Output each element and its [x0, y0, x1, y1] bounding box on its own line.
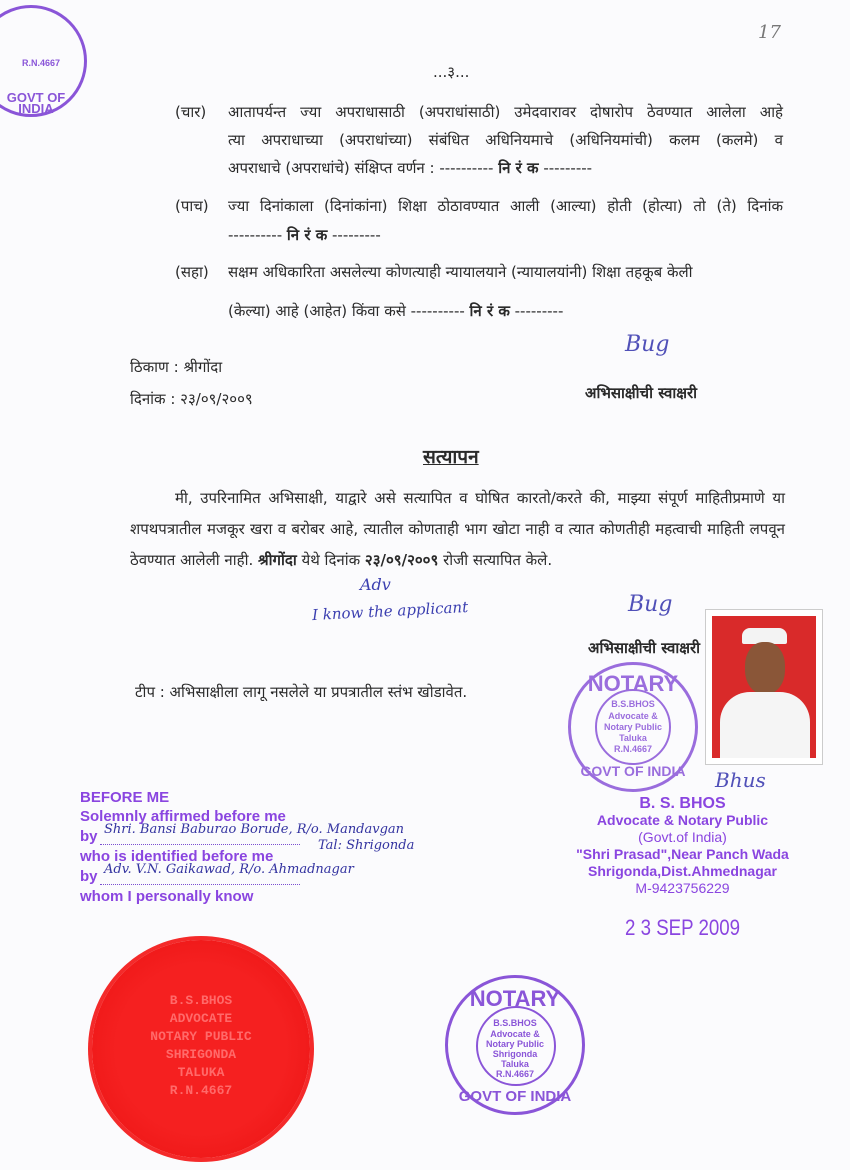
item-label: (पाच)	[175, 197, 209, 215]
item-label: (सहा)	[175, 263, 209, 281]
item-line: (केल्या) आहे (आहेत) किंवा कसे ---------- नि रं क ---------	[228, 302, 564, 320]
place: ठिकाण : श्रीगोंदा	[130, 358, 223, 376]
item-line: अपराधाचे (अपराधांचे) संक्षिप्त वर्णन : ---------- नि रं क ---------	[228, 159, 593, 177]
page-marker: ...३...	[433, 63, 470, 81]
identifier-name-handwritten: Adv. V.N. Gaikawad, R/o. Ahmadnagar	[104, 862, 354, 877]
by-prefix: by	[80, 828, 98, 845]
handwritten-adv: Adv	[360, 575, 391, 594]
page-number: 17	[758, 22, 781, 43]
date: दिनांक : २३/०९/२००९	[130, 390, 253, 408]
know-text: whom I personally know	[80, 888, 254, 905]
nil-text: नि रं क	[469, 302, 510, 320]
nil-text: नि रं क	[498, 159, 539, 177]
date-stamp: 2 3 SEP 2009	[625, 915, 741, 940]
signature-label-2: अभिसाक्षीची स्वाक्षरी	[588, 639, 701, 657]
item-label: (चार)	[175, 103, 207, 121]
notary-stamp-bottom: NOTARY B.S.BHOS Advocate & Notary Public Shrigonda Taluka R.N.4667 GOVT OF INDIA	[445, 975, 585, 1115]
item-line: ज्या दिनांकाला (दिनांकांना) शिक्षा ठोठावण्यात आली (आल्या) होती (होत्या) तो (ते) दिनांक	[228, 197, 783, 215]
red-wax-seal: B.S.BHOS ADVOCATE NOTARY PUBLIC SHRIGONDA TALUKA R.N.4667	[92, 940, 310, 1158]
by-prefix: by	[80, 868, 98, 885]
item-line: आतापर्यन्त ज्या अपराधासाठी (अपराधांसाठी) उमेदवारावर दोषारोप ठेवण्यात आलेला आहे	[228, 103, 783, 121]
signature-label: अभिसाक्षीची स्वाक्षरी	[585, 384, 698, 402]
applicant-photo	[705, 609, 823, 765]
notary-stamp-partial: R.N.4667 GOVT OF INDIA	[0, 5, 87, 117]
signature-1: Bug	[625, 332, 670, 357]
before-me-title: BEFORE ME	[80, 789, 170, 806]
nil-text: नि रं क	[286, 226, 328, 244]
verification-paragraph: मी, उपरिनामित अभिसाक्षी, याद्वारे असे सत्यापित व घोषित कारतो/करते की, माझ्या संपूर्ण माहितीप्रमाणे या शपथपत्रातील मजकूर खरा व बरोबर आहे, त्यातील कोणताही भाग खोटा नाही व त्यात कोणतीही महत्वाची माहिती लपवून ठेवण्यात आलेली नाही. श्रीगोंदा येथे दिनांक २३/०९/२००९ रोजी सत्यापित केले.	[130, 489, 785, 569]
notary-signature: Bhus	[715, 768, 766, 792]
handwritten-identify: I know the applicant	[311, 597, 469, 625]
verification-heading: सत्यापन	[423, 446, 479, 468]
deponent-taluka-handwritten: Tal: Shrigonda	[318, 838, 415, 853]
deponent-name-handwritten: Shri. Bansi Baburao Borude, R/o. Mandavgan	[104, 822, 405, 837]
identified-text: who is identified before me	[80, 848, 274, 865]
notary-stamp: NOTARY B.S.BHOS Advocate & Notary Public Taluka R.N.4667 GOVT OF INDIA	[568, 662, 698, 792]
item-line: त्या अपराधाच्या (अपराधांच्या) संबंधित अधिनियमाचे (अधिनियमांची) कलम (कलमे) व	[228, 131, 783, 149]
note: टीप : अभिसाक्षीला लागू नसलेले या प्रपत्रातील स्तंभ खोडावेत.	[135, 683, 468, 701]
item-line: सक्षम अधिकारिता असलेल्या कोणत्याही न्यायालयाने (न्यायालयांनी) शिक्षा तहकूब केली	[228, 263, 693, 281]
notary-details: B. S. BHOS Advocate & Notary Public (Govt.of India) "Shri Prasad",Near Panch Wada Shrigonda,Dist.Ahmednagar M-9423756229	[576, 795, 789, 896]
affirmed-text: Solemnly affirmed before me	[80, 808, 286, 825]
signature-2: Bug	[628, 592, 673, 617]
item-line: ---------- नि रं क ---------	[228, 226, 381, 244]
